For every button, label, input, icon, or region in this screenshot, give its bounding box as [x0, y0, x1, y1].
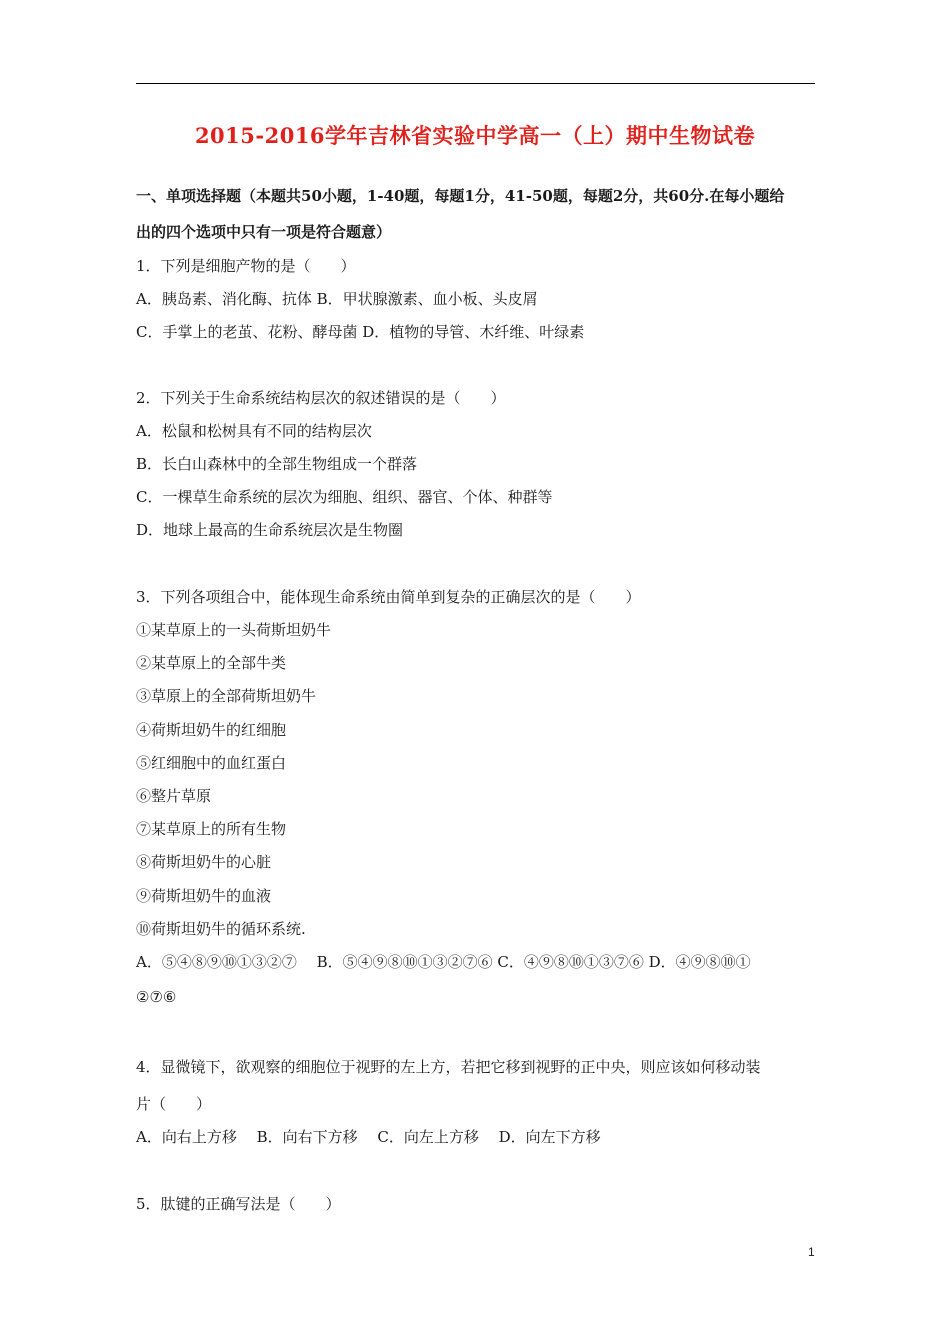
question-3-options-line-1: A．⑤④⑧⑨⑩①③②⑦ B．⑤④⑨⑧⑩①③②⑦⑥ C．④⑨⑧⑩①③⑦⑥ D．④⑨⑧⑩① — [136, 953, 751, 971]
question-3-item-3: ③草原上的全部荷斯坦奶牛 — [136, 687, 317, 705]
question-1-stem: 1．下列是细胞产物的是（ ） — [136, 257, 356, 275]
question-3-item-9: ⑨荷斯坦奶牛的血液 — [136, 887, 272, 905]
question-1-option-line-2: C．手掌上的老茧、花粉、酵母菌 D．植物的导管、木纤维、叶绿素 — [136, 323, 585, 341]
question-2-option-b: B．长白山森林中的全部生物组成一个群落 — [136, 455, 418, 473]
question-2-option-d: D．地球上最高的生命系统层次是生物圈 — [136, 521, 404, 539]
question-1-option-line-1: A．胰岛素、消化酶、抗体 B．甲状腺激素、血小板、头皮屑 — [136, 290, 538, 308]
question-3-item-2: ②某草原上的全部牛类 — [136, 654, 287, 672]
header-rule — [136, 83, 815, 84]
question-5-stem: 5．肽键的正确写法是（ ） — [136, 1195, 341, 1213]
question-4-stem-cont: 片（ ） — [136, 1095, 212, 1113]
question-4-options: A．向右上方移 B．向右下方移 C．向左上方移 D．向左下方移 — [136, 1128, 601, 1146]
question-3-stem: 3．下列各项组合中，能体现生命系统由简单到复杂的正确层次的是（ ） — [136, 588, 641, 606]
question-3-item-6: ⑥整片草原 — [136, 787, 212, 805]
question-2-stem: 2．下列关于生命系统结构层次的叙述错误的是（ ） — [136, 389, 506, 407]
question-2-option-a: A．松鼠和松树具有不同的结构层次 — [136, 422, 372, 440]
exam-title: 2015-2016学年吉林省实验中学高一（上）期中生物试卷 — [194, 123, 756, 148]
section-heading: 一、单项选择题（本题共50小题，1-40题，每题1分，41-50题，每题2分，共60分.在每小题给 — [136, 187, 785, 205]
question-3-item-5: ⑤红细胞中的血红蛋白 — [136, 754, 287, 772]
page-number: 1 — [808, 1245, 815, 1259]
question-3-item-10: ⑩荷斯坦奶牛的循环系统. — [136, 920, 306, 938]
question-3-options-line-2: ②⑦⑥ — [136, 988, 177, 1006]
question-3-item-7: ⑦某草原上的所有生物 — [136, 820, 287, 838]
question-2-option-c: C．一棵草生命系统的层次为细胞、组织、器官、个体、种群等 — [136, 488, 553, 506]
question-3-item-1: ①某草原上的一头荷斯坦奶牛 — [136, 621, 332, 639]
question-3-item-4: ④荷斯坦奶牛的红细胞 — [136, 721, 287, 739]
section-heading-cont: 出的四个选项中只有一项是符合题意） — [136, 223, 392, 241]
question-3-item-8: ⑧荷斯坦奶牛的心脏 — [136, 853, 272, 871]
question-4-stem: 4．显微镜下，欲观察的细胞位于视野的左上方，若把它移到视野的正中央，则应该如何移动装 — [136, 1058, 761, 1076]
